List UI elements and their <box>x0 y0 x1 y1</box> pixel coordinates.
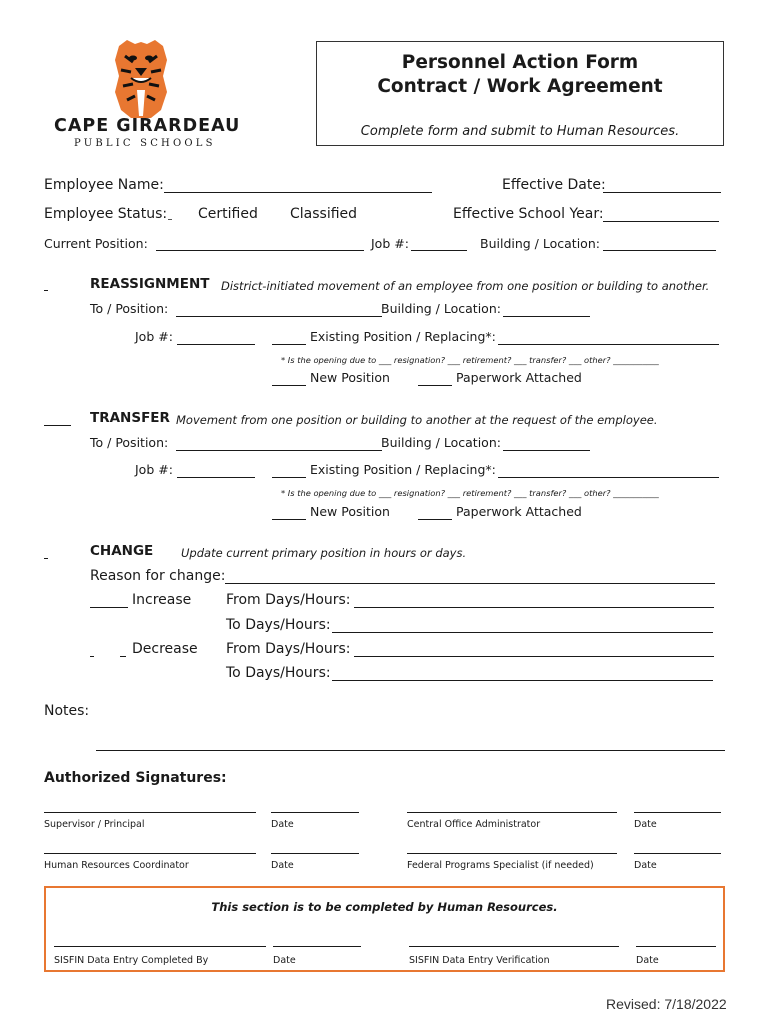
change-checkbox[interactable] <box>44 558 48 559</box>
federal-programs-label: Federal Programs Specialist (if needed) <box>407 860 594 871</box>
reassignment-building-label: Building / Location: <box>381 301 501 316</box>
transfer-new-position-label: New Position <box>310 504 390 519</box>
increase-to-label: To Days/Hours: <box>226 617 331 633</box>
form-title-box <box>316 41 724 146</box>
transfer-building-field[interactable] <box>503 450 590 451</box>
reassignment-existing-field[interactable] <box>498 344 719 345</box>
hr-coordinator-date-label: Date <box>271 860 294 871</box>
supervisor-date-label: Date <box>271 819 294 830</box>
current-building-field[interactable] <box>603 250 716 251</box>
decrease-to-label: To Days/Hours: <box>226 665 331 681</box>
central-office-date-line[interactable] <box>634 812 721 813</box>
transfer-new-position-checkbox[interactable] <box>272 519 306 520</box>
form-subtitle-title: Contract / Work Agreement <box>377 76 663 97</box>
verification-date-label: Date <box>636 955 659 966</box>
reassignment-to-position-field[interactable] <box>176 316 382 317</box>
verification-signature-line[interactable] <box>409 946 619 947</box>
employee-name-label: Employee Name: <box>44 177 164 193</box>
reassignment-new-position-checkbox[interactable] <box>272 385 306 386</box>
federal-programs-date-label: Date <box>634 860 657 871</box>
data-entry-date-label: Date <box>273 955 296 966</box>
transfer-paperwork-checkbox[interactable] <box>418 519 452 520</box>
effective-school-year-label: Effective School Year: <box>453 206 604 222</box>
hr-section-box <box>44 886 725 972</box>
decrease-from-field[interactable] <box>354 656 714 657</box>
current-building-label: Building / Location: <box>480 236 600 251</box>
effective-school-year-field[interactable] <box>603 221 719 222</box>
hr-section-title: This section is to be completed by Human Resources. <box>211 900 558 914</box>
district-logo <box>52 40 241 155</box>
data-entry-label: SISFIN Data Entry Completed By <box>54 955 209 966</box>
reassignment-existing-label: Existing Position / Replacing*: <box>310 329 496 344</box>
hr-coordinator-label: Human Resources Coordinator <box>44 860 189 871</box>
central-office-signature-line[interactable] <box>407 812 617 813</box>
transfer-job-field[interactable] <box>177 477 255 478</box>
change-reason-field[interactable] <box>225 583 715 584</box>
employee-status-label: Employee Status: <box>44 206 168 222</box>
data-entry-signature-line[interactable] <box>54 946 266 947</box>
reassignment-description: District-initiated movement of an employee from one position or building to another. <box>221 279 710 293</box>
transfer-existing-checkbox[interactable] <box>272 477 306 478</box>
supervisor-label: Supervisor / Principal <box>44 819 145 830</box>
transfer-description: Movement from one position or building to another at the request of the employee. <box>176 413 658 427</box>
revision-date: Revised: 7/18/2022 <box>606 996 727 1012</box>
effective-date-field[interactable] <box>603 192 721 193</box>
decrease-checkbox[interactable] <box>120 656 126 657</box>
reassignment-opening-note: * Is the opening due to ___ resignation? ___ retirement? ___ transfer? ___ other? ___________ <box>281 355 659 365</box>
employee-name-field[interactable] <box>164 192 432 193</box>
reassignment-new-position-label: New Position <box>310 370 390 385</box>
transfer-paperwork-label: Paperwork Attached <box>456 504 582 519</box>
reassignment-job-field[interactable] <box>177 344 255 345</box>
federal-programs-signature-line[interactable] <box>407 853 617 854</box>
central-office-date-label: Date <box>634 819 657 830</box>
verification-label: SISFIN Data Entry Verification <box>409 955 550 966</box>
transfer-to-position-label: To / Position: <box>90 435 169 450</box>
current-job-label: Job #: <box>371 236 409 251</box>
effective-date-label: Effective Date: <box>502 177 606 193</box>
signatures-heading: Authorized Signatures: <box>44 770 227 786</box>
status-classified: Classified <box>290 206 358 222</box>
verification-date-line[interactable] <box>636 946 716 947</box>
reassignment-checkbox[interactable] <box>44 290 48 291</box>
reassignment-building-field[interactable] <box>503 316 590 317</box>
status-certified: Certified <box>198 206 258 222</box>
transfer-to-position-field[interactable] <box>176 450 382 451</box>
transfer-existing-label: Existing Position / Replacing*: <box>310 462 496 477</box>
current-job-field[interactable] <box>411 250 467 251</box>
transfer-title: TRANSFER <box>90 410 170 426</box>
decrease-label: Decrease <box>132 641 198 657</box>
central-office-label: Central Office Administrator <box>407 819 541 830</box>
reassignment-title: REASSIGNMENT <box>90 276 210 292</box>
certified-checkbox[interactable] <box>168 218 172 220</box>
increase-checkbox[interactable] <box>90 607 128 608</box>
change-reason-label: Reason for change: <box>90 568 226 584</box>
form-title: Personnel Action Form <box>401 52 639 73</box>
decrease-to-field[interactable] <box>332 680 713 681</box>
hr-coordinator-signature-line[interactable] <box>44 853 256 854</box>
decrease-checkbox-left[interactable] <box>90 656 94 657</box>
reassignment-to-position-label: To / Position: <box>90 301 169 316</box>
increase-label: Increase <box>132 592 192 608</box>
transfer-existing-field[interactable] <box>498 477 719 478</box>
reassignment-existing-checkbox[interactable] <box>272 344 306 345</box>
increase-to-field[interactable] <box>332 632 713 633</box>
transfer-opening-note: * Is the opening due to ___ resignation? ___ retirement? ___ transfer? ___ other? ___________ <box>281 488 659 498</box>
federal-programs-date-line[interactable] <box>634 853 721 854</box>
reassignment-paperwork-checkbox[interactable] <box>418 385 452 386</box>
transfer-checkbox[interactable] <box>44 425 71 426</box>
district-subtitle: PUBLIC SCHOOLS <box>74 138 216 149</box>
increase-from-label: From Days/Hours: <box>226 592 351 608</box>
increase-from-field[interactable] <box>354 607 714 608</box>
current-position-label: Current Position: <box>44 236 148 251</box>
transfer-job-label: Job #: <box>135 462 173 477</box>
reassignment-job-label: Job #: <box>135 329 173 344</box>
form-instructions: Complete form and submit to Human Resources. <box>360 124 680 139</box>
notes-label: Notes: <box>44 703 90 719</box>
tiger-mascot-icon <box>52 40 230 120</box>
transfer-building-label: Building / Location: <box>381 435 501 450</box>
current-position-field[interactable] <box>156 250 364 251</box>
supervisor-date-line[interactable] <box>271 812 359 813</box>
decrease-from-label: From Days/Hours: <box>226 641 351 657</box>
supervisor-signature-line[interactable] <box>44 812 256 813</box>
reassignment-paperwork-label: Paperwork Attached <box>456 370 582 385</box>
change-description: Update current primary position in hours or days. <box>181 546 467 560</box>
hr-coordinator-date-line[interactable] <box>271 853 359 854</box>
data-entry-date-line[interactable] <box>273 946 361 947</box>
change-title: CHANGE <box>90 543 154 559</box>
district-name: CAPE GIRARDEAU <box>54 116 241 136</box>
notes-field[interactable] <box>96 750 725 751</box>
